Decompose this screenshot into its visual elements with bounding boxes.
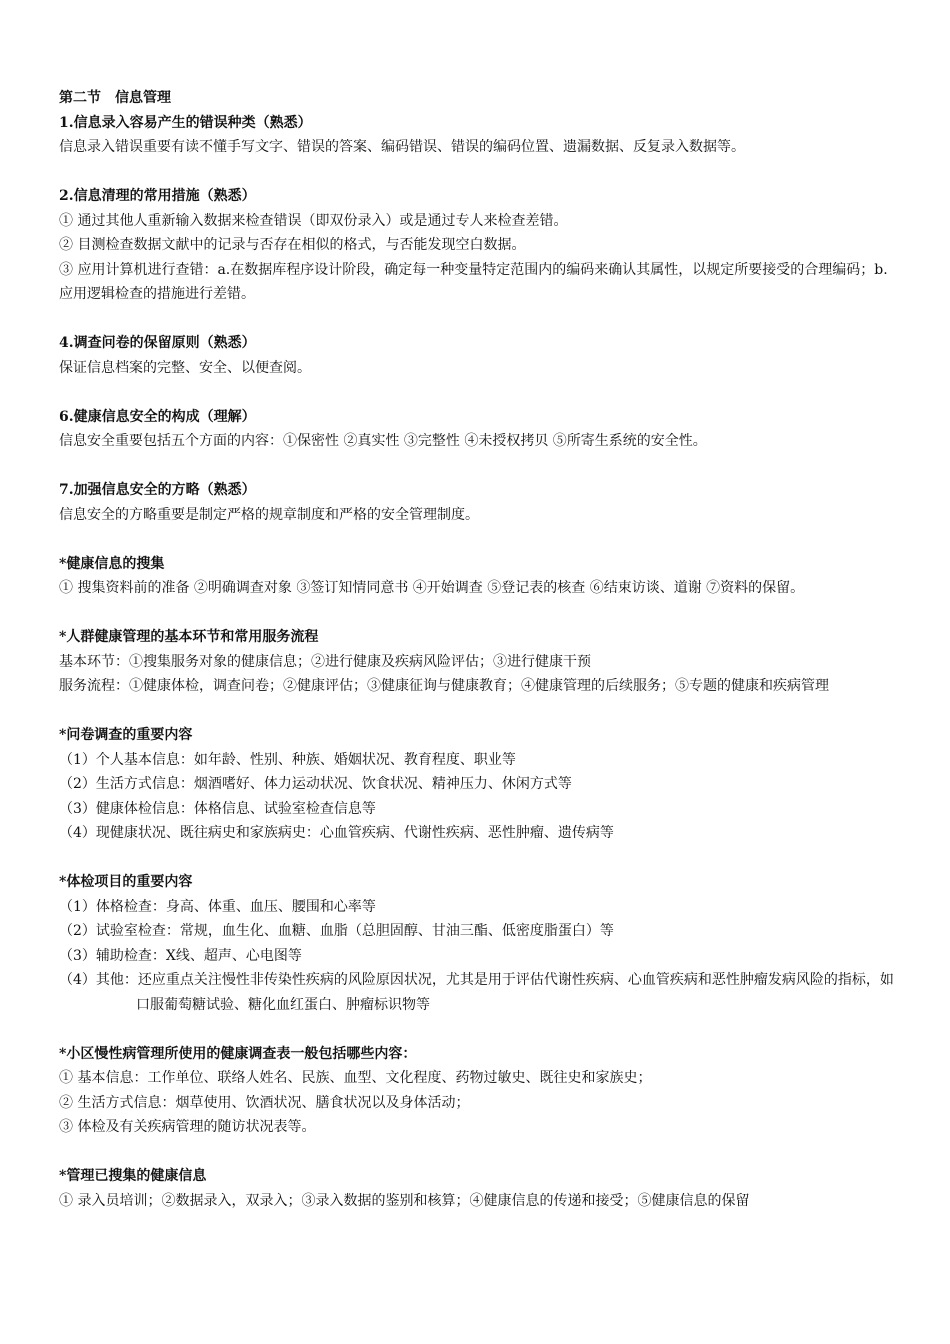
- physical-exam-item-1: （1）体格检查：身高、体重、血压、腰围和心率等: [59, 898, 376, 915]
- section-heading-6: 6.健康信息安全的构成（理解）: [59, 408, 256, 425]
- section-7-line-1: 信息安全的方略重要是制定严格的规章制度和严格的安全管理制度。: [59, 506, 479, 523]
- manage-info-line-1: ① 录入员培训；②数据录入，双录入；③录入数据的鉴别和核算；④健康信息的传递和接受；⑤健康信息的保留: [59, 1192, 750, 1209]
- spacer: [59, 160, 899, 185]
- section-4-line-1: 保证信息档案的完整、安全、以便查阅。: [59, 359, 311, 376]
- population-health-basic-steps: 基本环节：①搜集服务对象的健康信息；②进行健康及疾病风险评估；③进行健康干预: [59, 653, 591, 670]
- page-title: 第二节 信息管理: [59, 90, 171, 106]
- questionnaire-item-1: （1）个人基本信息：如年龄、性别、种族、婚姻状况、教育程度、职业等: [59, 751, 516, 768]
- section-heading-manage-info: *管理已搜集的健康信息: [59, 1168, 207, 1184]
- section-2-line-2: ② 目测检查数据文献中的记录与否存在相似的格式，与否能发现空白数据。: [59, 237, 526, 253]
- questionnaire-item-2: （2）生活方式信息：烟酒嗜好、体力运动状况、饮食状况、精神压力、休闲方式等: [59, 776, 572, 792]
- spacer: [59, 380, 899, 405]
- section-heading-physical-exam: *体检项目的重要内容: [59, 874, 193, 890]
- spacer: [59, 601, 899, 626]
- section-heading-2: 2.信息清理的常用措施（熟悉）: [59, 188, 256, 204]
- questionnaire-item-3: （3）健康体检信息：体格信息、试验室检查信息等: [59, 800, 376, 817]
- physical-exam-item-3: （3）辅助检查：X线、超声、心电图等: [59, 947, 302, 964]
- section-heading-questionnaire: *问卷调查的重要内容: [59, 727, 193, 743]
- section-2-line-1: ① 通过其他人重新输入数据来检查错误（即双份录入）或是通过专人来检查差错。: [59, 212, 568, 229]
- spacer: [59, 1017, 899, 1042]
- section-heading-1: 1.信息录入容易产生的错误种类（熟悉）: [59, 114, 312, 131]
- section-heading-4: 4.调查问卷的保留原则（熟悉）: [59, 335, 256, 351]
- health-info-collection-line-1: ① 搜集资料前的准备 ②明确调查对象 ③签订知情同意书 ④开始调查 ⑤登记表的核查 ⑥结束访谈、道谢 ⑦资料的保留。: [59, 580, 805, 596]
- section-heading-health-info-collection: *健康信息的搜集: [59, 555, 165, 572]
- questionnaire-item-4: （4）现健康状况、既往病史和家族病史：心血管疾病、代谢性疾病、恶性肿瘤、遗传病等: [59, 825, 614, 841]
- spacer: [59, 307, 899, 332]
- spacer: [59, 699, 899, 724]
- section-1-line-1: 信息录入错误重要有读不懂手写文字、错误的答案、编码错误、错误的编码位置、遗漏数据、反复录入数据等。: [59, 139, 745, 155]
- spacer: [59, 527, 899, 552]
- spacer: [59, 1140, 899, 1165]
- spacer: [59, 846, 899, 871]
- document-page: [59, 86, 899, 1213]
- section-heading-population-health: *人群健康管理的基本环节和常用服务流程: [59, 629, 319, 645]
- physical-exam-item-2: （2）试验室检查：常规，血生化、血糖、血脂（总胆固醇、甘油三酯、低密度脂蛋白）等: [59, 923, 614, 939]
- section-6-line-1: 信息安全重要包括五个方面的内容：①保密性 ②真实性 ③完整性 ④未授权拷贝 ⑤所寄生系统的安全性。: [59, 433, 707, 449]
- section-2-line-3: ③ 应用计算机进行查错：a.在数据库程序设计阶段，确定每一种变量特定范围内的编码来确认其属性，以规定所要接受的合理编码；b.应用逻辑检查的措施进行差错。: [59, 261, 888, 302]
- population-health-service-flow: 服务流程：①健康体检，调查问卷；②健康评估；③健康征询与健康教育；④健康管理的后续服务；⑤专题的健康和疾病管理: [59, 678, 829, 694]
- physical-exam-item-4: （4）其他：还应重点关注慢性非传染性疾病的风险原因状况，尤其是用于评估代谢性疾病、心血管疾病和恶性肿瘤发病风险的指标，如口服葡萄糖试验、糖化血红蛋白、肿瘤标识物等: [59, 972, 894, 1013]
- community-survey-item-3: ③ 体检及有关疾病管理的随访状况表等。: [59, 1119, 316, 1135]
- section-heading-7: 7.加强信息安全的方略（熟悉）: [59, 482, 256, 498]
- section-heading-community-survey: *小区慢性病管理所使用的健康调查表一般包括哪些内容：: [59, 1045, 417, 1062]
- community-survey-item-1: ① 基本信息：工作单位、联络人姓名、民族、血型、文化程度、药物过敏史、既往史和家族史；: [59, 1070, 652, 1086]
- community-survey-item-2: ② 生活方式信息：烟草使用、饮酒状况、膳食状况以及身体活动；: [59, 1094, 470, 1111]
- spacer: [59, 454, 899, 479]
